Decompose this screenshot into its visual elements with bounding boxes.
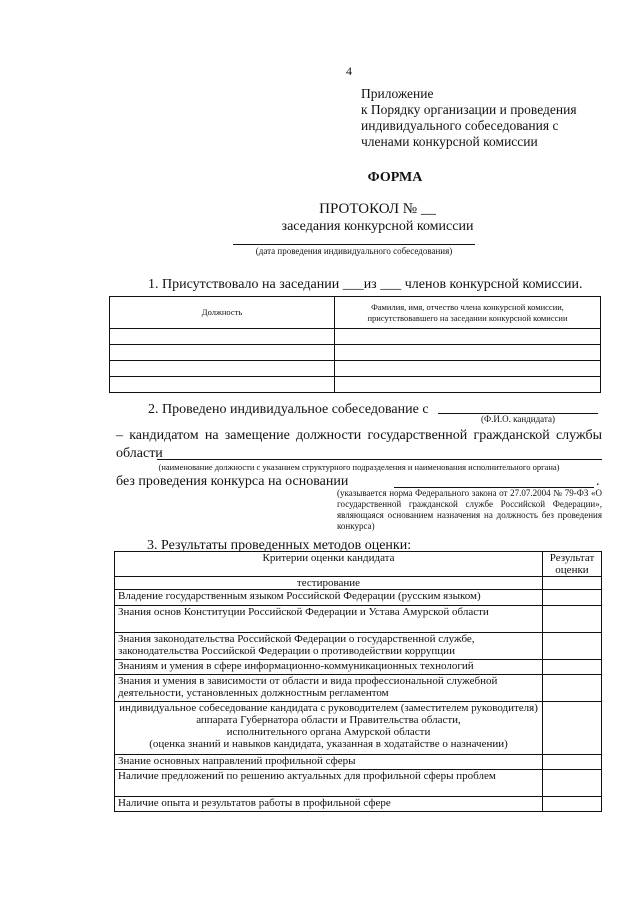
- table-row: [115, 675, 602, 702]
- criterion-cell: Владение государственным языком Российской Федерации (русским языком): [115, 590, 543, 606]
- criterion-cell: Знания законодательства Российской Федерации о государственной службе, законодательства Российской Федерации о противодействии коррупции: [115, 633, 543, 660]
- table-row: [115, 633, 602, 660]
- column-header-result: Результат оценки: [543, 552, 602, 577]
- criterion-cell: Знания основ Конституции Российской Федерации и Устава Амурской области: [115, 606, 543, 633]
- interview-line: (оценка знаний и навыков кандидата, указанная в ходатайстве о назначении): [149, 738, 508, 750]
- criterion-cell: Наличие опыта и результатов работы в профильной сфере: [115, 797, 543, 812]
- table-row: [115, 755, 602, 770]
- table-row: [110, 345, 601, 361]
- column-header-criteria: Критерии оценки кандидата: [115, 552, 543, 577]
- appendix-header: [361, 86, 577, 150]
- fio-caption: (Ф.И.О. кандидата): [481, 414, 555, 424]
- section2-text: 2. Проведено индивидуальное собеседование с: [148, 402, 429, 417]
- table-row: [115, 770, 602, 797]
- table-row: [110, 377, 601, 393]
- table-row: [115, 660, 602, 675]
- column-header-position: Должность: [110, 297, 335, 329]
- appendix-line: индивидуального собеседования с: [361, 118, 559, 133]
- date-caption: (дата проведения индивидуального собеседования): [255, 246, 453, 256]
- form-title: ФОРМА: [367, 170, 423, 185]
- table-row: [110, 361, 601, 377]
- assessment-table: [114, 551, 602, 812]
- date-fill-line: [233, 244, 475, 245]
- interview-line: индивидуальное собеседование кандидата с руководителем (заместителем руководителя): [119, 702, 538, 714]
- without-competition-text: без проведения конкурса на основании: [116, 474, 349, 489]
- group-header-interview: [115, 702, 543, 755]
- criterion-cell: Знания и умения в зависимости от области и вида профессиональной служебной деятельности, установленных должностным регламентом: [115, 675, 543, 702]
- table-row: [115, 590, 602, 606]
- position-caption: (наименование должности с указанием структурного подразделения и наименования исполнительного органа): [158, 462, 560, 472]
- group-header-testing: тестирование: [115, 577, 543, 590]
- table-row: [115, 797, 602, 812]
- position-fill-line: [157, 459, 602, 460]
- table-row: [115, 606, 602, 633]
- section3-text: 3. Результаты проведенных методов оценки:: [147, 538, 412, 553]
- appendix-line: членами конкурсной комиссии: [361, 134, 538, 149]
- criterion-cell: Знаниям и умения в сфере информационно-коммуникационных технологий: [115, 660, 543, 675]
- oblasti-text: области: [116, 446, 163, 461]
- law-note: (указывается норма Федерального закона от 27.07.2004 № 79-ФЗ «О государственной гражданской службе Российской Федерации», являющаяся основанием назначения на должность без проведения конкурса): [337, 488, 602, 531]
- column-header-member-name: Фамилия, имя, отчество члена конкурсной комиссии, присутствовавшего на заседании конкурсной комиссии: [335, 297, 601, 329]
- appendix-line: Приложение: [361, 86, 434, 101]
- basis-dot: .: [596, 474, 600, 489]
- interview-line: аппарата Губернатора области и Правительства области,: [196, 714, 461, 726]
- interview-line: исполнительного органа Амурской области: [226, 726, 431, 738]
- protocol-title: ПРОТОКОЛ № __: [319, 201, 436, 217]
- table-row: [110, 329, 601, 345]
- appendix-line: к Порядку организации и проведения: [361, 102, 577, 117]
- attendance-table: [109, 296, 601, 393]
- protocol-subtitle: заседания конкурсной комиссии: [281, 219, 474, 234]
- criterion-cell: Знание основных направлений профильной сферы: [115, 755, 543, 770]
- section1-text: 1. Присутствовало на заседании ___из ___ членов конкурсной комиссии.: [148, 277, 583, 292]
- page-number: 4: [346, 64, 352, 78]
- criterion-cell: Наличие предложений по решению актуальных для профильной сферы проблем: [115, 770, 543, 797]
- candidate-text: – кандидатом на замещение должности государственной гражданской службы: [116, 428, 602, 443]
